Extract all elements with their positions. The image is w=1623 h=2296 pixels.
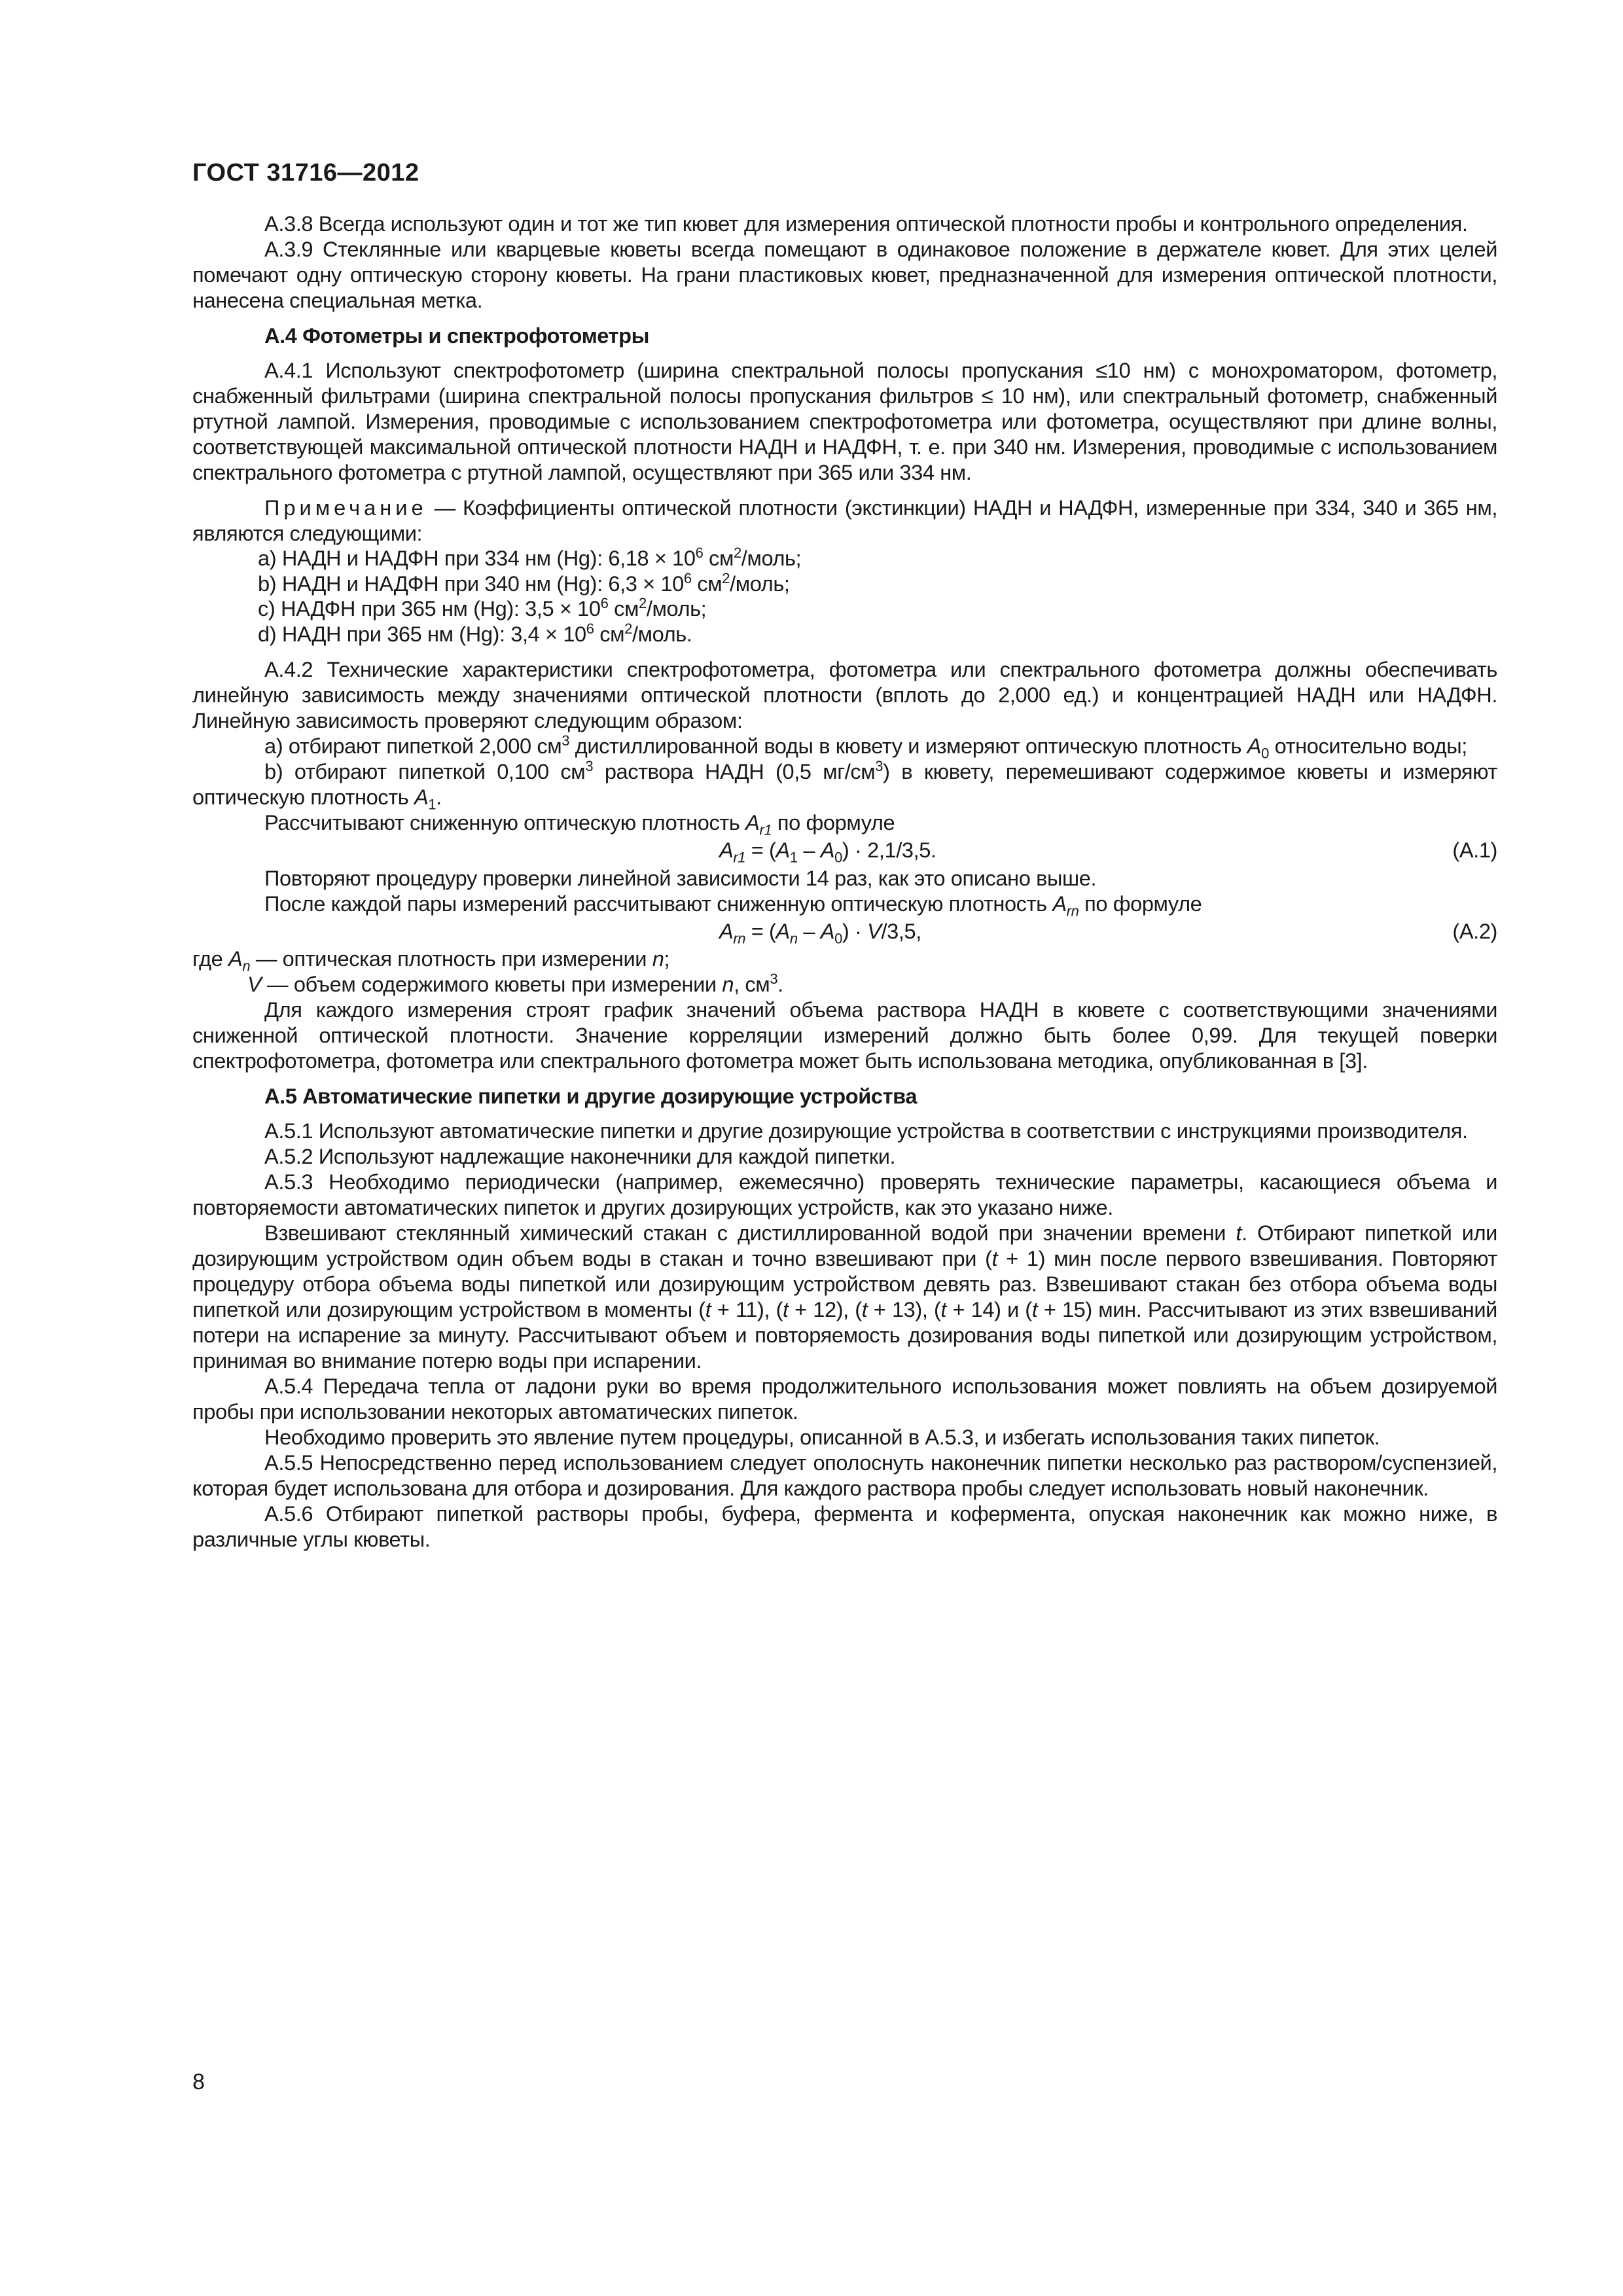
formula-expression: $A_{r1} = (A_1 - A_0) \cdot 2,1/3,5$. (719, 838, 936, 866)
note-item: b) НАДН и НАДФН при 340 нм (Hg): $6,3 \times 10^6$ $см^2$/моль; (258, 569, 790, 596)
paragraph-a52: А.5.2 Используют надлежащие наконечники для каждой пипетки. (264, 1144, 896, 1168)
note-list (192, 546, 1497, 647)
paragraph-repeat: Повторяют процедуру проверки линейной зависимости 14 раз, как это описано выше. (264, 866, 1097, 890)
page-number: 8 (192, 2070, 205, 2094)
paragraph-a39: А.3.9 Стеклянные или кварцевые кюветы всегда помещают в одинаковое положение в держателе кювет. Для этих целей помечают одну оптическую сторону кюветы. На грани пластиковых кювет, предназначенной для измерения оптической плотности, нанесена специальная метка. (192, 237, 1497, 312)
note-item: d) НАДН при 365 нм (Hg): $3,4 \times 10^6$ $см^2$/моль. (258, 620, 692, 646)
paragraph-a51: А.5.1 Используют автоматические пипетки и другие дозирующие устройства в соответствии с инструкциями производителя. (264, 1119, 1468, 1143)
calc-intro-2: После каждой пары измерений рассчитывают сниженную оптическую плотность $A_{rn}$ по формуле (264, 891, 1202, 920)
formula-number: (А.2) (1452, 919, 1497, 943)
paragraph-a41: А.4.1 Используют спектрофотометр (ширина спектральной полосы пропускания ≤10 нм) с монохроматором, фотометр, снабженный фильтрами (ширина спектральной полосы пропускания фильтров ≤ 10 нм), или спектральный фотометр, снабженный ртутной лампой. Измерения, проводимые с использованием спектрофотометра или фотометра, осуществляют при длине волны, соответствующей максимальной оптической плотности НАДН и НАДФН, т. е. при 340 нм. Измерения, проводимые с использованием спектрального фотометра с ртутной лампой, осуществляют при 365 или 334 нм. (192, 358, 1497, 484)
section-heading-a4: А.4 Фотометры и спектрофотометры (264, 323, 650, 348)
formula-a2 (192, 916, 1497, 946)
paragraph-graph: Для каждого измерения строят график значений объема раствора НАДН в кювете с соответствующими значениями сниженной оптической плотности. Значение корреляции измерений должно быть более 0,99. Для текущей поверки спектрофотометра, фотометра или спектрального фотометра может быть использована методика, опубликованная в [3]. (192, 997, 1497, 1073)
step-a: a) отбирают пипеткой 2,000 $см^3$ дистиллированной воды в кювету и измеряют оптическую плотность $A_0$ относительно воды; (264, 732, 1467, 762)
paragraph-a55: А.5.5 Непосредственно перед использованием следует ополоснуть наконечник пипетки несколько раз раствором/суспензией, которая будет использована для отбора и дозирования. Для каждого раствора пробы следует использовать новый наконечник. (192, 1450, 1497, 1500)
paragraph-weighing: Взвешивают стеклянный химический стакан с дистиллированной водой при значении времени t. Отбирают пипеткой или дозирующим устройством один объем воды в стакан и точно взвешивают при (t + 1) мин после первого взвешивания. Повторяют процедуру отбора объема воды пипеткой или дозирующим устройством девять раз. Взвешивают стакан без отбора объема воды пипеткой или дозирующим устройством в моменты (t + 11), (t + 12), (t + 13), (t + 14) и (t + 15) мин. Рассчитывают из этих взвешиваний потери на испарение за минуту. Рассчитывают объем и повторяемость дозирования воды пипеткой или дозирующим устройством, принимая во внимание потерю воды при испарении. (192, 1221, 1497, 1372)
document-header: ГОСТ 31716—2012 (192, 159, 419, 187)
paragraph-a53: А.5.3 Необходимо периодически (например, ежемесячно) проверять технические параметры, касающиеся объема и повторяемости автоматических пипеток и других дозирующих устройств, как это указано ниже. (192, 1170, 1497, 1219)
legend-item: где $A_n$ — оптическая плотность при измерении n; (192, 946, 670, 975)
paragraph-a56: А.5.6 Отбирают пипеткой растворы пробы, буфера, фермента и кофермента, опуская наконечник как можно ниже, в различные углы кюветы. (192, 1501, 1497, 1551)
paragraph-a38: А.3.8 Всегда используют один и тот же тип кювет для измерения оптической плотности пробы и контрольного определения. (264, 211, 1468, 236)
note-label: Примечание (264, 495, 427, 520)
note-item: c) НАДФН при 365 нм (Hg): $3,5 \times 10^6$ $см^2$/моль; (258, 595, 707, 620)
step-b: b) отбирают пипеткой 0,100 $см^3$ раствора НАДН (0,5 $мг/см^3$) в кювету, перемешивают содержимое кюветы и измеряют оптическую плотность $A_1$. (192, 758, 1497, 813)
legend-item: V — объем содержимого кюветы при измерении n, $см^3$. (247, 970, 783, 996)
note-text: — Коэффициенты оптической плотности (экстинкции) НАДН и НАДФН, измеренные при 334, 340 и 365 нм, являются следующими: (192, 495, 1497, 545)
note-item: a) НАДН и НАДФН при 334 нм (Hg): $6,18 \times 10^6$ $см^2$/моль; (258, 545, 802, 570)
paragraph-a54: А.5.4 Передача тепла от ладони руки во время продолжительного использования может повлиять на объем дозируемой пробы при использовании некоторых автоматических пипеток. (192, 1374, 1497, 1424)
formula-a1 (192, 835, 1497, 865)
formula-expression: $A_{rn} = (A_n - A_0) \cdot V/3,5$, (719, 919, 921, 947)
formula-legend (192, 946, 1497, 997)
paragraph-check: Необходимо проверить это явление путем процедуры, описанной в А.5.3, и избегать использования таких пипеток. (264, 1425, 1380, 1449)
paragraph-a42: А.4.2 Технические характеристики спектрофотометра, фотометра или спектрального фотометра должны обеспечивать линейную зависимость между значениями оптической плотности (вплоть до 2,000 ед.) и концентрацией НАДН или НАДФН. Линейную зависимость проверяют следующим образом: (192, 657, 1497, 732)
formula-number: (А.1) (1452, 838, 1497, 862)
section-heading-a5: А.5 Автоматические пипетки и другие дозирующие устройства (264, 1084, 918, 1108)
calc-intro-1: Рассчитывают сниженную оптическую плотность $A_{r1}$ по формуле (264, 810, 895, 838)
document-body (192, 157, 1497, 1552)
note-block (192, 495, 1497, 647)
